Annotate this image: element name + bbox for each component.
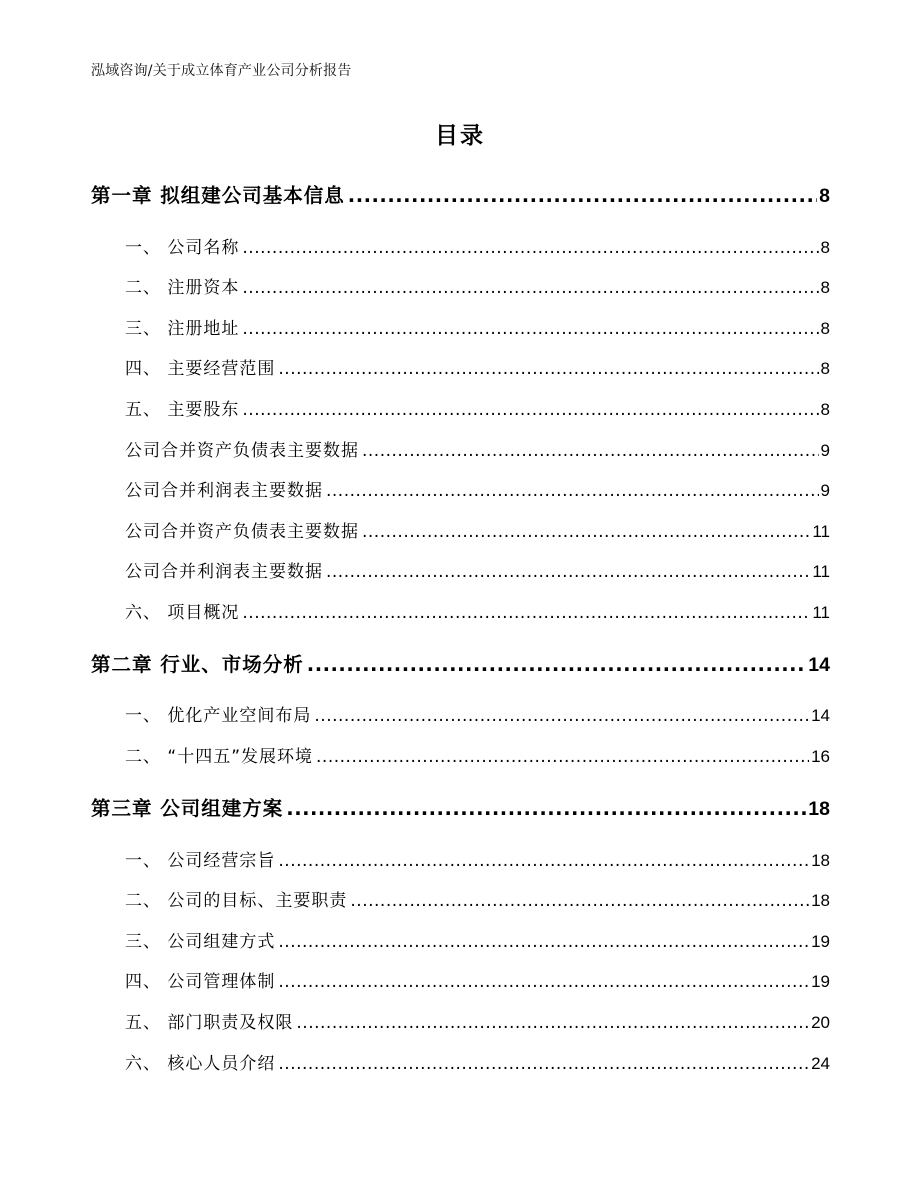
toc-leader-dots: [278, 848, 809, 874]
toc-section[interactable]: [125, 1051, 830, 1077]
toc-leader-dots: [278, 356, 818, 382]
toc-leader-dots: [278, 929, 809, 955]
toc-page-number: 8: [820, 319, 830, 338]
toc-section[interactable]: [125, 275, 830, 301]
toc-entry-text: 五、 主要股东: [125, 400, 240, 420]
toc-section[interactable]: [125, 478, 830, 504]
toc-entry-text: 公司合并利润表主要数据: [125, 481, 323, 501]
toc-page-number: 18: [811, 891, 830, 910]
toc-entry-text: 公司合并资产负债表主要数据: [125, 441, 359, 461]
toc-section[interactable]: [125, 235, 830, 261]
toc-section[interactable]: [125, 848, 830, 874]
toc-page-number: 11: [812, 603, 830, 622]
toc-entry-text: 公司合并资产负债表主要数据: [125, 522, 359, 542]
toc-leader-dots: [316, 744, 809, 770]
toc-entry-text: 二、 注册资本: [125, 278, 240, 298]
toc-page-number: 18: [808, 798, 830, 820]
toc-leader-dots: [307, 651, 807, 679]
toc-leader-dots: [314, 703, 809, 729]
toc-entry-text: 六、 核心人员介绍: [125, 1054, 276, 1074]
toc-leader-dots: [278, 1051, 809, 1077]
toc-leader-dots: [348, 182, 817, 210]
toc-section[interactable]: [125, 929, 830, 955]
toc-page-number: 18: [811, 851, 830, 870]
toc-section[interactable]: [125, 744, 830, 770]
toc-entry-text: 三、 注册地址: [125, 319, 240, 339]
toc-page-number: 19: [811, 932, 830, 951]
toc-section[interactable]: [125, 703, 830, 729]
toc-section[interactable]: [125, 600, 830, 626]
toc-page-number: 14: [811, 706, 830, 725]
toc-section[interactable]: [125, 1010, 830, 1036]
toc-entry-text: 四、 主要经营范围: [125, 359, 276, 379]
toc-entry-text: 第二章 行业、市场分析: [91, 653, 304, 676]
toc-entry-text: 一、 公司经营宗旨: [125, 851, 276, 871]
toc-chapter-3[interactable]: [91, 795, 830, 823]
toc-section[interactable]: [125, 316, 830, 342]
toc-page-number: 11: [812, 562, 830, 581]
toc-section[interactable]: [125, 438, 830, 464]
toc-leader-dots: [278, 969, 809, 995]
toc-leader-dots: [242, 600, 810, 626]
toc-section[interactable]: [125, 559, 830, 585]
toc-section[interactable]: [125, 519, 830, 545]
toc-entry-text: 五、 部门职责及权限: [125, 1013, 294, 1033]
toc-leader-dots: [296, 1010, 809, 1036]
toc-section[interactable]: [125, 969, 830, 995]
toc-page-number: 16: [811, 747, 830, 766]
toc-page-number: 8: [819, 185, 830, 207]
toc-section[interactable]: [125, 356, 830, 382]
toc-section[interactable]: [125, 888, 830, 914]
toc-leader-dots: [242, 316, 818, 342]
toc-leader-dots: [242, 275, 818, 301]
toc-page-number: 19: [811, 972, 830, 991]
toc-entry-text: 二、 公司的目标、主要职责: [125, 891, 348, 911]
toc-leader-dots: [362, 438, 819, 464]
toc-leader-dots: [242, 235, 818, 261]
running-header: 泓域咨询/关于成立体育产业公司分析报告: [91, 63, 352, 79]
toc-entry-text: 一、 优化产业空间布局: [125, 706, 312, 726]
toc-page-number: 8: [820, 400, 830, 419]
toc-title: 目录: [435, 123, 485, 149]
toc-entry-text: 一、 公司名称: [125, 238, 240, 258]
toc-leader-dots: [350, 888, 809, 914]
toc-entry-text: 四、 公司管理体制: [125, 972, 276, 992]
toc-entry-text: 第一章 拟组建公司基本信息: [91, 184, 345, 207]
toc-page-number: 24: [811, 1054, 830, 1073]
toc-page-number: 11: [812, 522, 830, 541]
toc-leader-dots: [326, 478, 819, 504]
toc-chapter-1[interactable]: [91, 182, 830, 210]
toc-leader-dots: [286, 795, 806, 823]
toc-entry-text: 三、 公司组建方式: [125, 932, 276, 952]
toc-leader-dots: [362, 519, 810, 545]
toc-page-number: 8: [820, 278, 830, 297]
toc-page-number: 9: [820, 481, 830, 500]
toc-page-number: 8: [820, 238, 830, 257]
toc-page-number: 20: [811, 1013, 830, 1032]
toc-page-number: 8: [820, 359, 830, 378]
toc-entry-text: 二、 “十四五”发展环境: [125, 747, 314, 767]
toc-entry-text: 公司合并利润表主要数据: [125, 562, 323, 582]
toc-page-number: 9: [820, 441, 830, 460]
toc-section[interactable]: [125, 397, 830, 423]
toc-leader-dots: [326, 559, 810, 585]
toc-chapter-2[interactable]: [91, 651, 830, 679]
toc-entry-text: 第三章 公司组建方案: [91, 797, 284, 820]
toc-entry-text: 六、 项目概况: [125, 603, 240, 623]
toc-page-number: 14: [808, 654, 830, 676]
toc-leader-dots: [242, 397, 818, 423]
